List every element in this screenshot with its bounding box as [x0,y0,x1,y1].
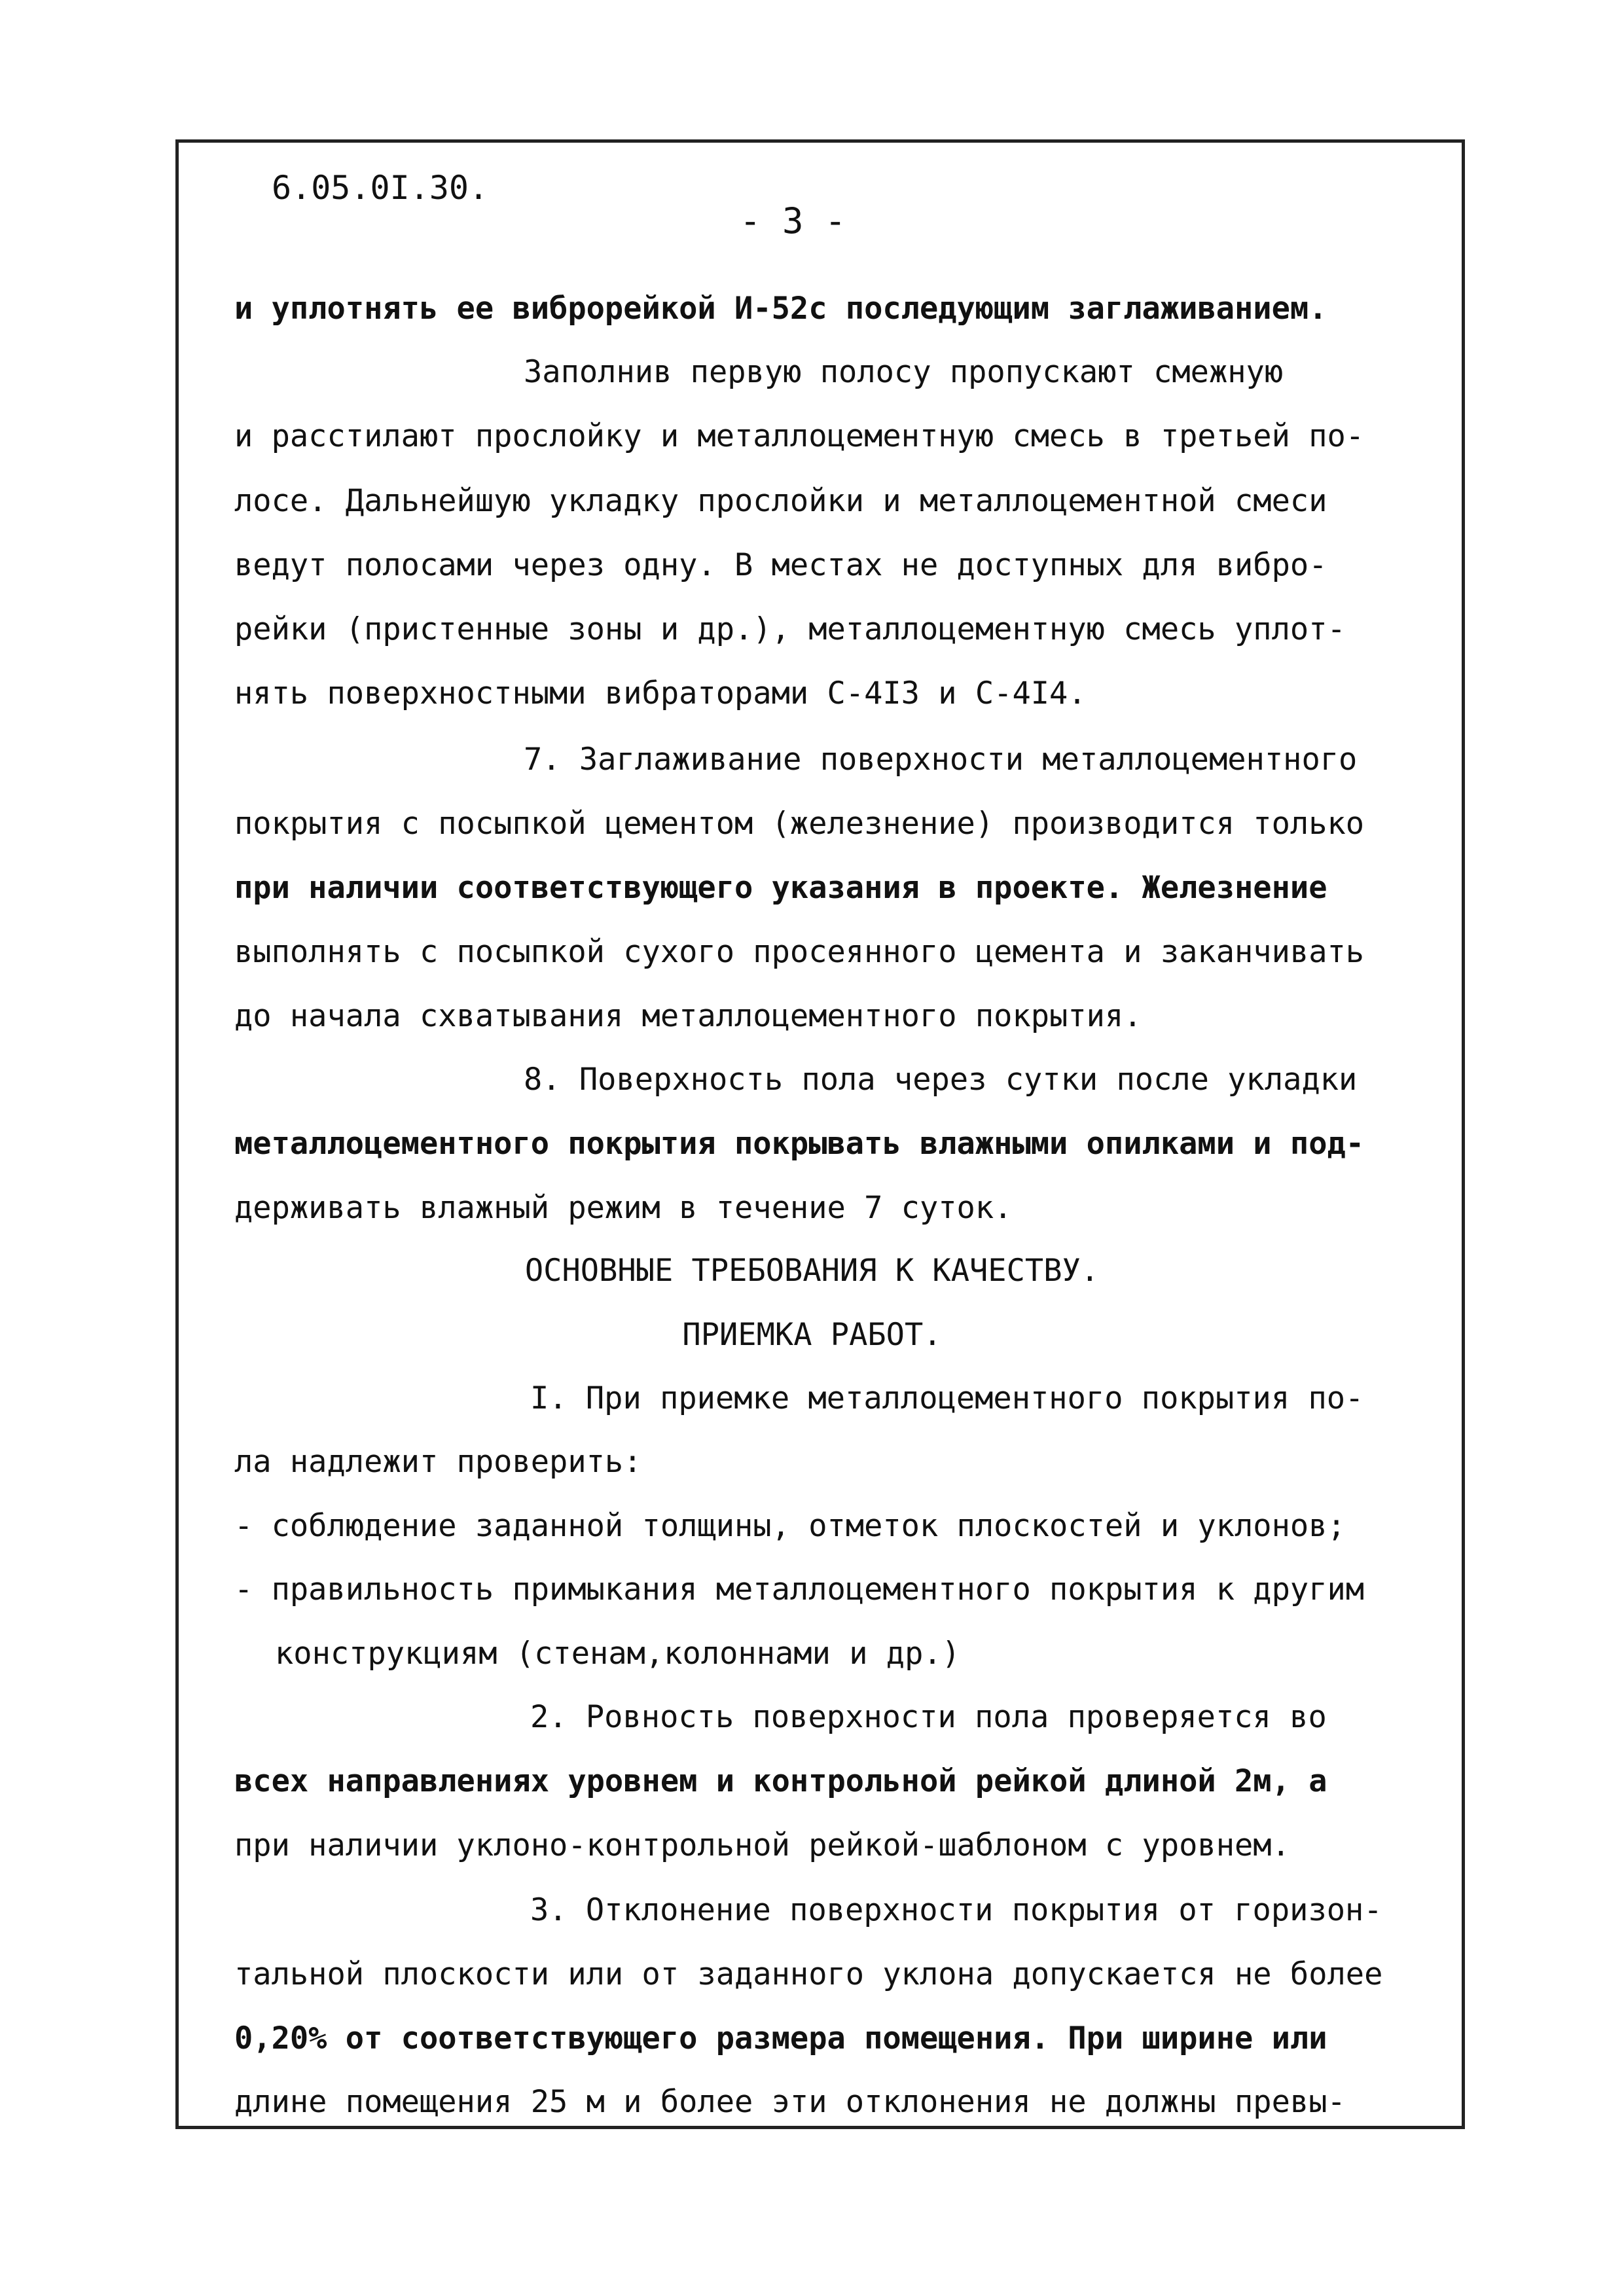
text-line: ведут полосами через одну. В местах не доступных для вибро- [234,547,1327,583]
page-number: - 3 - [740,200,846,242]
text-line: покрытия с посыпкой цементом (железнение) производится только [234,806,1365,842]
list-item: - правильность примыкания металлоцементного покрытия к другим [234,1571,1365,1607]
text-line: выполнять с посыпкой сухого просеянного цемента и заканчивать [234,934,1365,970]
text-line: 3. Отклонение поверхности покрытия от горизон- [530,1892,1382,1928]
text-line: I. При приемке металлоцементного покрытия по- [530,1380,1364,1416]
text-line: и уплотнять ее виброрейкой И-52с последующим заглаживанием. [234,291,1327,327]
text-line: лосе. Дальнейшую укладку прослойки и металлоцементной смеси [234,483,1327,519]
document-code: 6.05.0I.30. [272,169,489,207]
text-line: нять поверхностными вибраторами С-4I3 и С-4I4. [234,675,1087,711]
text-line: тальной плоскости или от заданного уклона допускается не более [234,1956,1383,1992]
section-subheading: ПРИЕМКА РАБОТ. [682,1317,942,1353]
text-line: держивать влажный режим в течение 7 суток. [234,1190,1013,1226]
text-line: всех направлениях уровнем и контрольной рейкой длиной 2м, а [234,1763,1327,1799]
text-line: длине помещения 25 м и более эти отклонения не должны превы- [234,2084,1346,2120]
text-line: 7. Заглаживание поверхности металлоцементного [524,742,1358,778]
text-line: конструкциям (стенам,колоннами и др.) [275,1636,960,1672]
text-line: рейки (пристенные зоны и др.), металлоцементную смесь уплот- [234,611,1346,647]
text-line: 0,20% от соответствующего размера помещения. При ширине или [234,2020,1327,2056]
text-line: до начала схватывания металлоцементного покрытия. [234,998,1142,1034]
text-line: металлоцементного покрытия покрывать влажными опилками и под- [234,1126,1365,1162]
list-item: - соблюдение заданной толщины, отметок плоскостей и уклонов; [234,1508,1346,1544]
text-line: Заполнив первую полосу пропускают смежную [524,354,1284,390]
section-heading: ОСНОВНЫЕ ТРЕБОВАНИЯ К КАЧЕСТВУ. [524,1253,1100,1289]
text-line: при наличии уклоно-контрольной рейкой-шаблоном с уровнем. [234,1827,1290,1863]
text-line: ла надлежит проверить: [234,1444,642,1480]
text-line: и расстилают прослойку и металлоцементную смесь в третьей по- [234,418,1365,454]
text-line: при наличии соответствующего указания в проекте. Железнение [234,870,1327,906]
text-line: 8. Поверхность пола через сутки после укладки [524,1062,1358,1098]
text-line: 2. Ровность поверхности пола проверяется во [530,1699,1327,1735]
